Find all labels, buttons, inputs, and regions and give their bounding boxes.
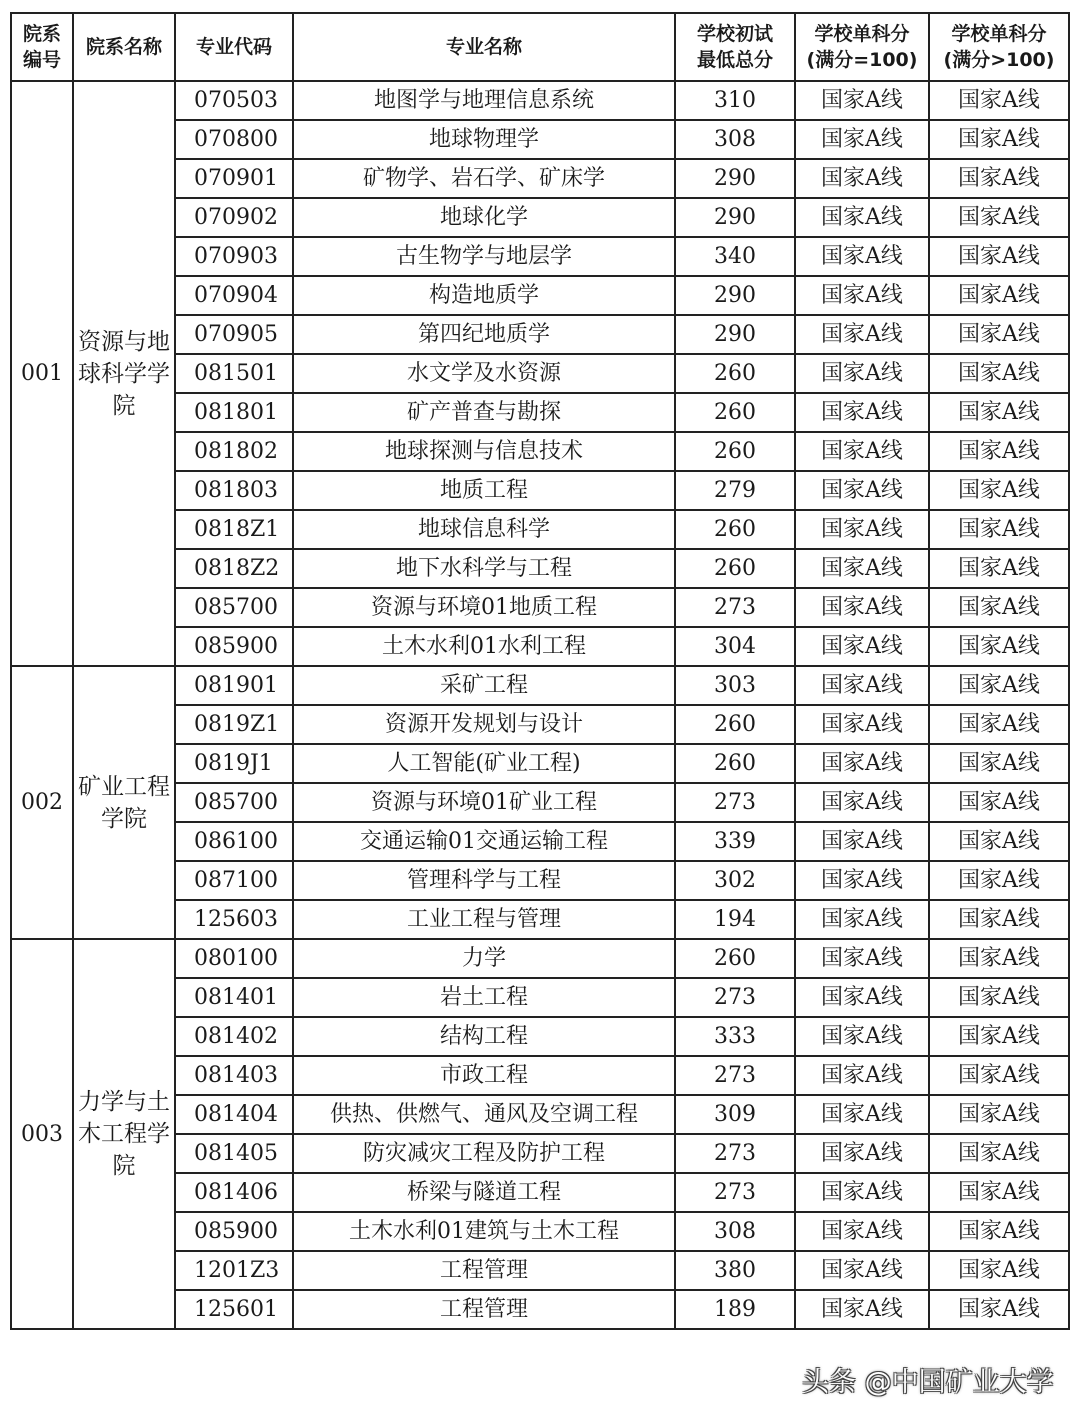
single-100-cell: 国家A线 (795, 1212, 929, 1251)
score-table (10, 12, 1070, 1330)
major-code-cell: 081403 (175, 1056, 293, 1095)
single-100-cell: 国家A线 (795, 744, 929, 783)
min-total-cell: 260 (675, 393, 795, 432)
single-100-cell: 国家A线 (795, 198, 929, 237)
major-name-cell: 供热、供燃气、通风及空调工程 (293, 1095, 675, 1134)
major-code-cell: 085700 (175, 783, 293, 822)
major-code-cell: 081404 (175, 1095, 293, 1134)
dept-name-cell: 矿业工程学院 (73, 666, 175, 939)
watermark: 头条 @中国矿业大学 (802, 1367, 1054, 1398)
major-code-cell: 070905 (175, 315, 293, 354)
min-total-cell: 310 (675, 81, 795, 120)
major-code-cell: 070800 (175, 120, 293, 159)
min-total-cell: 273 (675, 588, 795, 627)
major-name-cell: 资源与环境01矿业工程 (293, 783, 675, 822)
min-total-cell: 290 (675, 198, 795, 237)
major-name-cell: 土木水利01水利工程 (293, 627, 675, 666)
single-100-cell: 国家A线 (795, 939, 929, 978)
single-100-cell: 国家A线 (795, 120, 929, 159)
min-total-cell: 340 (675, 237, 795, 276)
single-gt100-cell: 国家A线 (929, 900, 1069, 939)
single-gt100-cell: 国家A线 (929, 315, 1069, 354)
table-row (11, 666, 1069, 705)
single-100-cell: 国家A线 (795, 81, 929, 120)
table-body (11, 81, 1069, 1329)
single-gt100-cell: 国家A线 (929, 627, 1069, 666)
single-100-cell: 国家A线 (795, 510, 929, 549)
min-total-cell: 380 (675, 1251, 795, 1290)
major-code-cell: 080100 (175, 939, 293, 978)
min-total-cell: 260 (675, 354, 795, 393)
min-total-cell: 260 (675, 510, 795, 549)
major-name-cell: 市政工程 (293, 1056, 675, 1095)
major-name-cell: 管理科学与工程 (293, 861, 675, 900)
single-gt100-cell: 国家A线 (929, 1056, 1069, 1095)
min-total-cell: 333 (675, 1017, 795, 1056)
dept-number-cell: 002 (11, 666, 73, 939)
major-name-cell: 水文学及水资源 (293, 354, 675, 393)
single-100-cell: 国家A线 (795, 822, 929, 861)
major-code-cell: 0819J1 (175, 744, 293, 783)
major-code-cell: 070901 (175, 159, 293, 198)
major-name-cell: 地球探测与信息技术 (293, 432, 675, 471)
single-gt100-cell: 国家A线 (929, 1290, 1069, 1329)
major-code-cell: 085700 (175, 588, 293, 627)
major-code-cell: 081401 (175, 978, 293, 1017)
major-code-cell: 081402 (175, 1017, 293, 1056)
single-gt100-cell: 国家A线 (929, 432, 1069, 471)
single-100-cell: 国家A线 (795, 705, 929, 744)
major-code-cell: 085900 (175, 627, 293, 666)
min-total-cell: 273 (675, 1134, 795, 1173)
min-total-cell: 290 (675, 276, 795, 315)
single-gt100-cell: 国家A线 (929, 393, 1069, 432)
single-gt100-cell: 国家A线 (929, 705, 1069, 744)
major-code-cell: 125603 (175, 900, 293, 939)
major-name-cell: 矿产普查与勘探 (293, 393, 675, 432)
single-100-cell: 国家A线 (795, 666, 929, 705)
single-100-cell: 国家A线 (795, 354, 929, 393)
header-major-name: 专业名称 (293, 13, 675, 81)
min-total-cell: 302 (675, 861, 795, 900)
major-code-cell: 0818Z2 (175, 549, 293, 588)
score-table-page (10, 12, 1068, 1330)
single-gt100-cell: 国家A线 (929, 783, 1069, 822)
single-gt100-cell: 国家A线 (929, 354, 1069, 393)
min-total-cell: 273 (675, 1056, 795, 1095)
single-gt100-cell: 国家A线 (929, 471, 1069, 510)
major-name-cell: 工程管理 (293, 1290, 675, 1329)
major-code-cell: 125601 (175, 1290, 293, 1329)
single-gt100-cell: 国家A线 (929, 237, 1069, 276)
major-name-cell: 地球信息科学 (293, 510, 675, 549)
major-name-cell: 第四纪地质学 (293, 315, 675, 354)
min-total-cell: 260 (675, 939, 795, 978)
min-total-cell: 189 (675, 1290, 795, 1329)
single-100-cell: 国家A线 (795, 1290, 929, 1329)
major-code-cell: 086100 (175, 822, 293, 861)
major-name-cell: 土木水利01建筑与土木工程 (293, 1212, 675, 1251)
major-name-cell: 资源开发规划与设计 (293, 705, 675, 744)
single-gt100-cell: 国家A线 (929, 1212, 1069, 1251)
header-dept-name: 院系名称 (73, 13, 175, 81)
dept-name-cell: 资源与地球科学学院 (73, 81, 175, 666)
single-100-cell: 国家A线 (795, 900, 929, 939)
major-code-cell: 081801 (175, 393, 293, 432)
min-total-cell: 309 (675, 1095, 795, 1134)
single-100-cell: 国家A线 (795, 1134, 929, 1173)
min-total-cell: 290 (675, 315, 795, 354)
major-name-cell: 力学 (293, 939, 675, 978)
major-name-cell: 地球物理学 (293, 120, 675, 159)
single-100-cell: 国家A线 (795, 432, 929, 471)
single-100-cell: 国家A线 (795, 978, 929, 1017)
header-single-gt100: 学校单科分 (满分>100) (929, 13, 1069, 81)
single-100-cell: 国家A线 (795, 549, 929, 588)
min-total-cell: 194 (675, 900, 795, 939)
major-code-cell: 087100 (175, 861, 293, 900)
major-code-cell: 070903 (175, 237, 293, 276)
major-name-cell: 交通运输01交通运输工程 (293, 822, 675, 861)
single-gt100-cell: 国家A线 (929, 666, 1069, 705)
min-total-cell: 273 (675, 1173, 795, 1212)
single-gt100-cell: 国家A线 (929, 744, 1069, 783)
table-row (11, 81, 1069, 120)
single-gt100-cell: 国家A线 (929, 1017, 1069, 1056)
dept-number-cell: 003 (11, 939, 73, 1329)
dept-number-cell: 001 (11, 81, 73, 666)
major-name-cell: 地质工程 (293, 471, 675, 510)
major-code-cell: 081802 (175, 432, 293, 471)
major-code-cell: 081501 (175, 354, 293, 393)
single-100-cell: 国家A线 (795, 276, 929, 315)
single-gt100-cell: 国家A线 (929, 861, 1069, 900)
min-total-cell: 273 (675, 783, 795, 822)
major-name-cell: 工程管理 (293, 1251, 675, 1290)
single-gt100-cell: 国家A线 (929, 1173, 1069, 1212)
major-code-cell: 070902 (175, 198, 293, 237)
major-code-cell: 081405 (175, 1134, 293, 1173)
single-100-cell: 国家A线 (795, 1095, 929, 1134)
min-total-cell: 260 (675, 432, 795, 471)
single-100-cell: 国家A线 (795, 588, 929, 627)
single-gt100-cell: 国家A线 (929, 822, 1069, 861)
single-gt100-cell: 国家A线 (929, 1134, 1069, 1173)
single-100-cell: 国家A线 (795, 627, 929, 666)
major-name-cell: 工业工程与管理 (293, 900, 675, 939)
min-total-cell: 304 (675, 627, 795, 666)
major-code-cell: 0819Z1 (175, 705, 293, 744)
major-name-cell: 构造地质学 (293, 276, 675, 315)
min-total-cell: 308 (675, 120, 795, 159)
single-gt100-cell: 国家A线 (929, 510, 1069, 549)
single-100-cell: 国家A线 (795, 861, 929, 900)
min-total-cell: 273 (675, 978, 795, 1017)
major-code-cell: 081901 (175, 666, 293, 705)
major-name-cell: 人工智能(矿业工程) (293, 744, 675, 783)
single-100-cell: 国家A线 (795, 783, 929, 822)
single-gt100-cell: 国家A线 (929, 978, 1069, 1017)
single-100-cell: 国家A线 (795, 237, 929, 276)
table-row (11, 939, 1069, 978)
header-dept-no: 院系 编号 (11, 13, 73, 81)
single-gt100-cell: 国家A线 (929, 939, 1069, 978)
major-name-cell: 资源与环境01地质工程 (293, 588, 675, 627)
major-name-cell: 古生物学与地层学 (293, 237, 675, 276)
single-gt100-cell: 国家A线 (929, 1095, 1069, 1134)
major-name-cell: 防灾减灾工程及防护工程 (293, 1134, 675, 1173)
single-gt100-cell: 国家A线 (929, 159, 1069, 198)
header-major-code: 专业代码 (175, 13, 293, 81)
major-code-cell: 1201Z3 (175, 1251, 293, 1290)
single-100-cell: 国家A线 (795, 1017, 929, 1056)
single-gt100-cell: 国家A线 (929, 588, 1069, 627)
single-gt100-cell: 国家A线 (929, 81, 1069, 120)
single-100-cell: 国家A线 (795, 1173, 929, 1212)
single-100-cell: 国家A线 (795, 1251, 929, 1290)
single-gt100-cell: 国家A线 (929, 549, 1069, 588)
header-single-100: 学校单科分 (满分=100) (795, 13, 929, 81)
major-name-cell: 结构工程 (293, 1017, 675, 1056)
min-total-cell: 260 (675, 549, 795, 588)
min-total-cell: 290 (675, 159, 795, 198)
major-code-cell: 085900 (175, 1212, 293, 1251)
single-gt100-cell: 国家A线 (929, 1251, 1069, 1290)
min-total-cell: 260 (675, 744, 795, 783)
major-code-cell: 070503 (175, 81, 293, 120)
min-total-cell: 339 (675, 822, 795, 861)
major-code-cell: 081406 (175, 1173, 293, 1212)
major-name-cell: 地球化学 (293, 198, 675, 237)
single-100-cell: 国家A线 (795, 315, 929, 354)
min-total-cell: 279 (675, 471, 795, 510)
single-gt100-cell: 国家A线 (929, 276, 1069, 315)
min-total-cell: 260 (675, 705, 795, 744)
major-name-cell: 桥梁与隧道工程 (293, 1173, 675, 1212)
major-code-cell: 081803 (175, 471, 293, 510)
single-gt100-cell: 国家A线 (929, 198, 1069, 237)
table-header-row (11, 13, 1069, 81)
single-gt100-cell: 国家A线 (929, 120, 1069, 159)
header-min-total: 学校初试 最低总分 (675, 13, 795, 81)
single-100-cell: 国家A线 (795, 159, 929, 198)
major-name-cell: 地下水科学与工程 (293, 549, 675, 588)
major-name-cell: 矿物学、岩石学、矿床学 (293, 159, 675, 198)
min-total-cell: 308 (675, 1212, 795, 1251)
single-100-cell: 国家A线 (795, 1056, 929, 1095)
major-code-cell: 070904 (175, 276, 293, 315)
dept-name-cell: 力学与土木工程学院 (73, 939, 175, 1329)
min-total-cell: 303 (675, 666, 795, 705)
major-name-cell: 采矿工程 (293, 666, 675, 705)
single-100-cell: 国家A线 (795, 393, 929, 432)
single-100-cell: 国家A线 (795, 471, 929, 510)
major-name-cell: 岩土工程 (293, 978, 675, 1017)
major-code-cell: 0818Z1 (175, 510, 293, 549)
major-name-cell: 地图学与地理信息系统 (293, 81, 675, 120)
